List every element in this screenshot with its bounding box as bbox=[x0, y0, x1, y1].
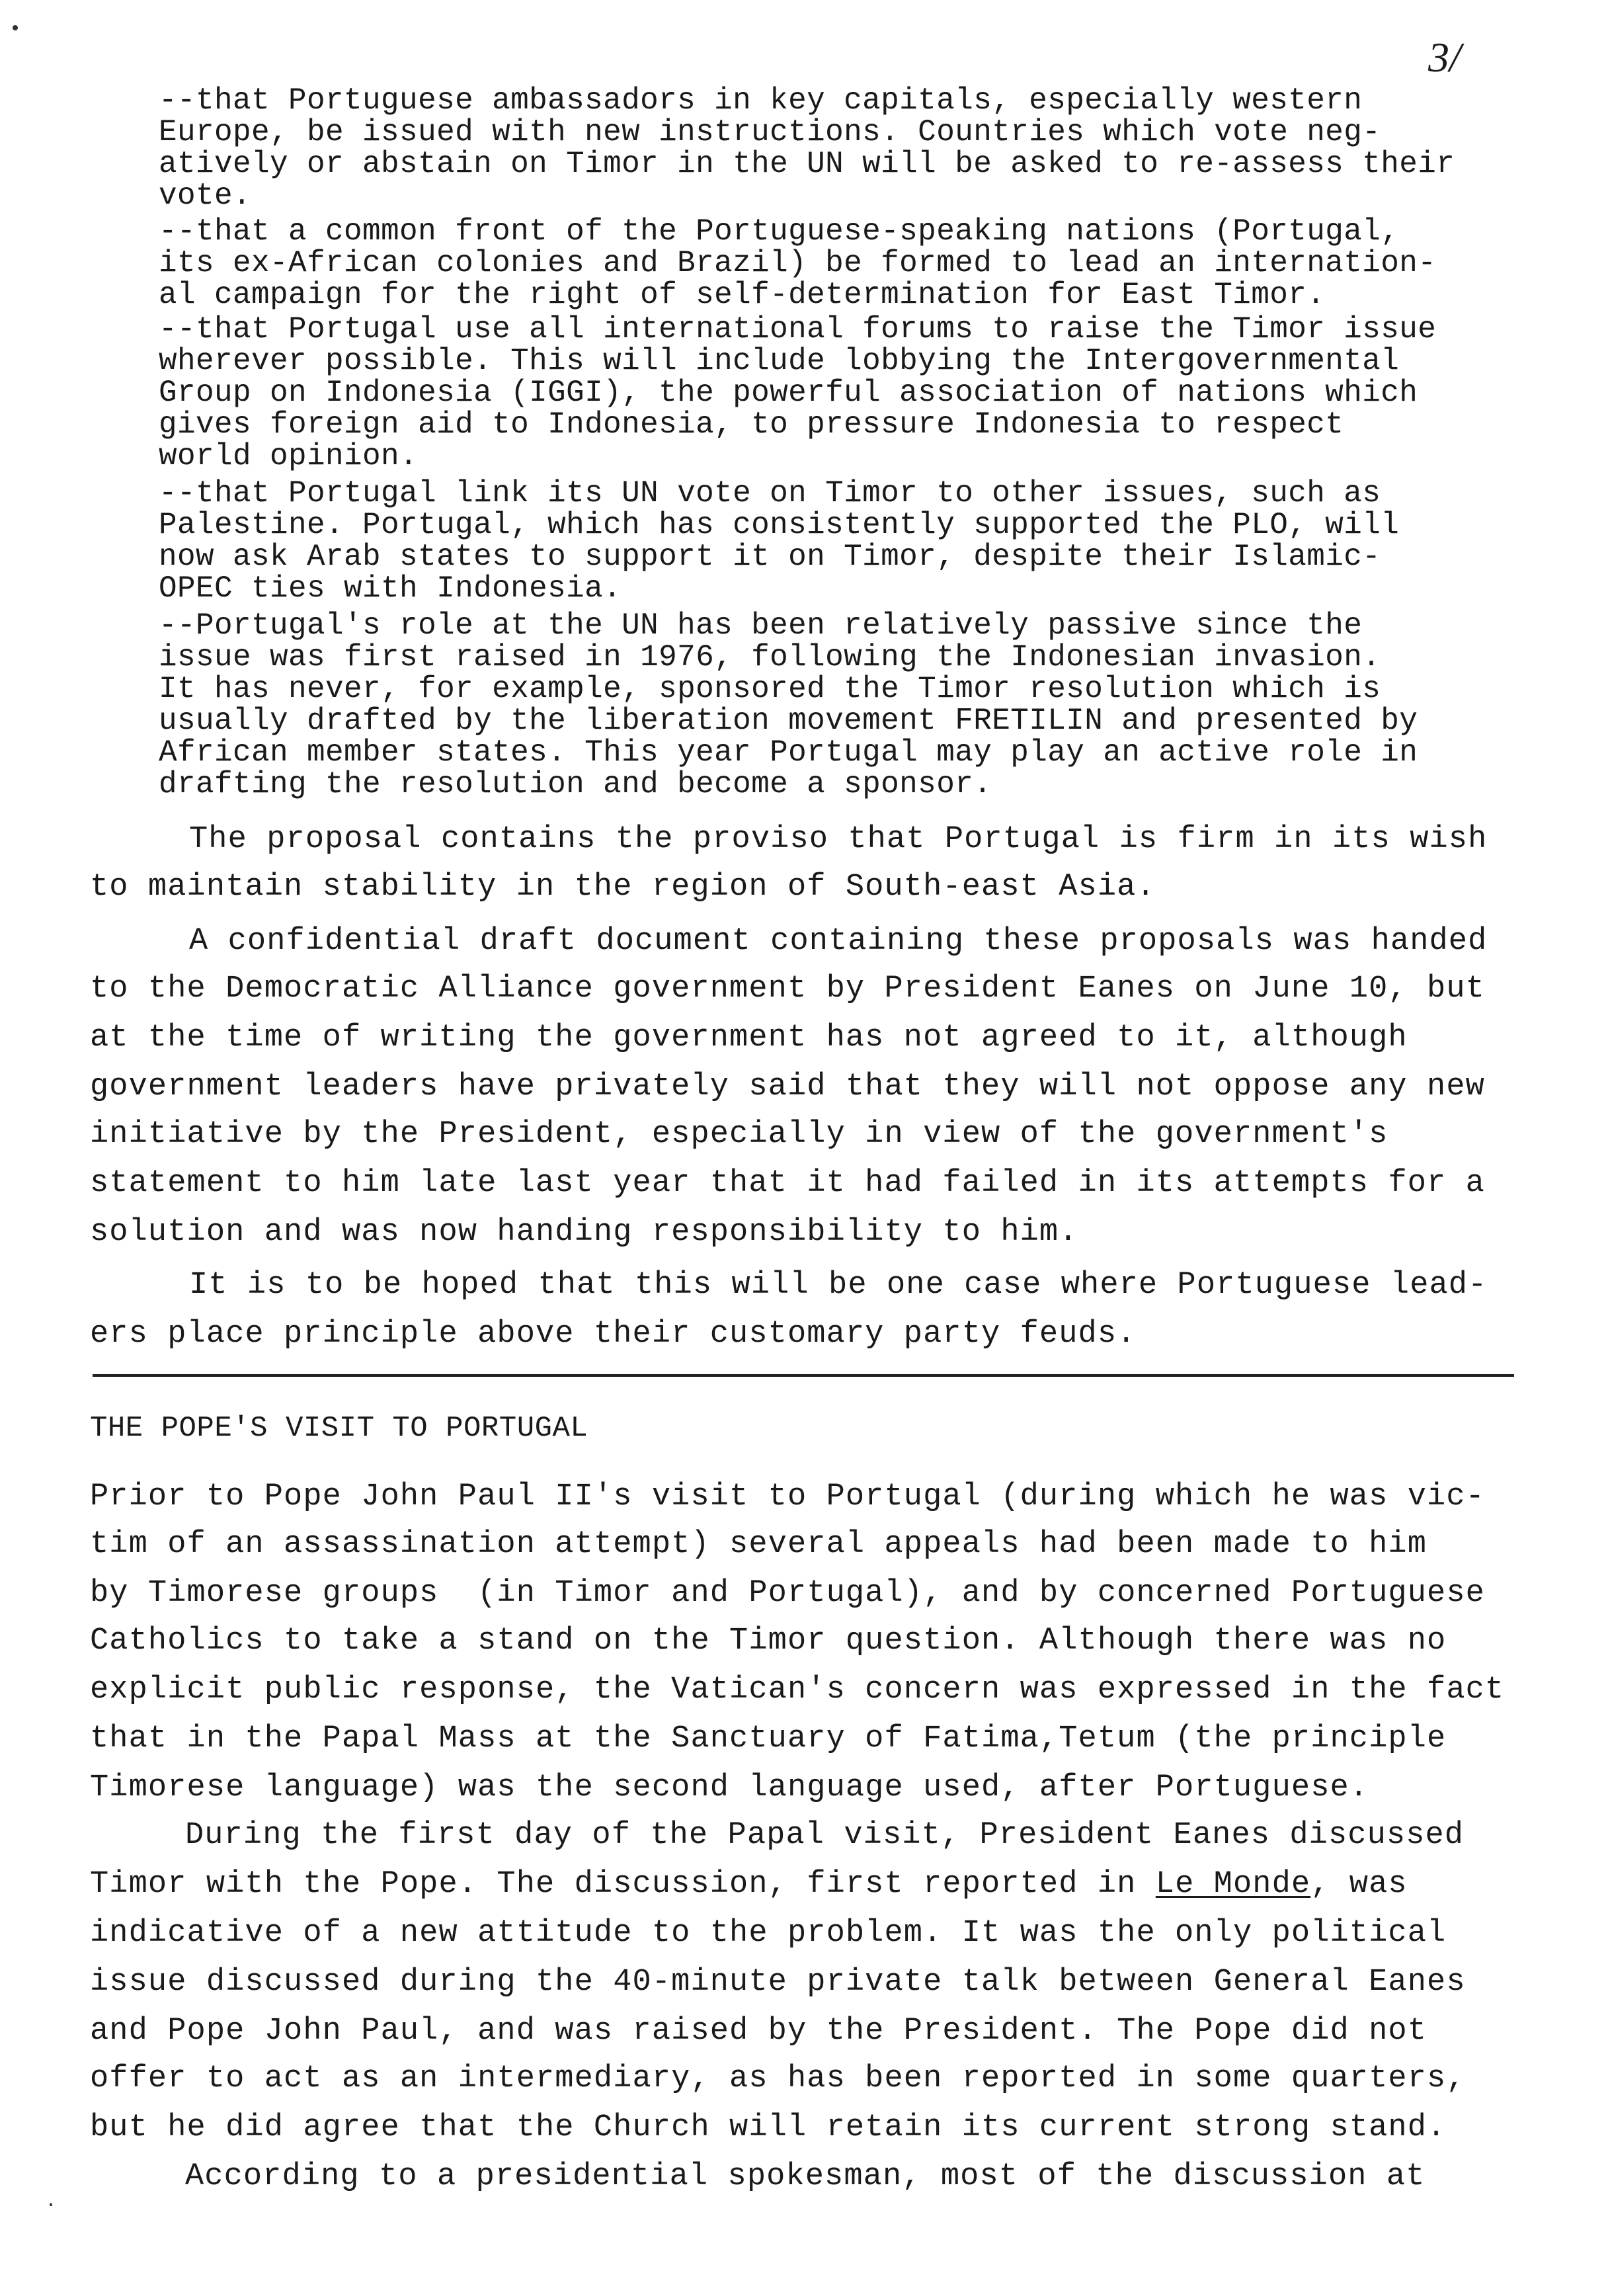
text-line: al campaign for the right of self-determination for East Timor. bbox=[159, 278, 1326, 312]
scan-speck: · bbox=[45, 2194, 58, 2217]
text-line: to maintain stability in the region of South-east Asia. bbox=[90, 870, 1156, 905]
text-line: that in the Papal Mass at the Sanctuary of Fatima,Tetum (the principle bbox=[90, 1721, 1447, 1756]
text-line: to the Democratic Alliance government by President Eanes on June 10, but bbox=[90, 971, 1485, 1006]
text-line: Europe, be issued with new instructions. Countries which vote neg- bbox=[159, 115, 1381, 149]
text-line: --that a common front of the Portuguese-speaking nations (Portugal, bbox=[159, 214, 1400, 249]
text-line: African member states. This year Portugal may play an active role in bbox=[159, 735, 1418, 770]
text-line: its ex-African colonies and Brazil) be formed to lead an internation- bbox=[159, 246, 1437, 280]
text-line: but he did agree that the Church will retain its current strong stand. bbox=[90, 2110, 1447, 2145]
text-line: now ask Arab states to support it on Timor, despite their Islamic- bbox=[159, 540, 1381, 574]
text-line: wherever possible. This will include lobbying the Intergovernmental bbox=[159, 344, 1400, 378]
text-line: explicit public response, the Vatican's concern was expressed in the fact bbox=[90, 1672, 1505, 1707]
text-line: --that Portugal use all international forums to raise the Timor issue bbox=[159, 312, 1437, 347]
text-segment: Timor with the Pope. The discussion, first reported in bbox=[90, 1867, 1156, 1902]
text-line: Prior to Pope John Paul II's visit to Portugal (during which he was vic- bbox=[90, 1479, 1485, 1514]
scan-speck: • bbox=[9, 19, 22, 41]
text-line: world opinion. bbox=[159, 439, 419, 473]
text-line: Group on Indonesia (IGGI), the powerful association of nations which bbox=[159, 376, 1418, 410]
page-number: 3/ bbox=[1428, 34, 1461, 81]
text-line: government leaders have privately said that they will not oppose any new bbox=[90, 1069, 1485, 1104]
text-line: statement to him late last year that it had failed in its attempts for a bbox=[90, 1166, 1485, 1201]
text-line: offer to act as an intermediary, as has been reported in some quarters, bbox=[90, 2061, 1466, 2096]
text-line-le-monde bbox=[90, 1869, 1408, 1901]
text-line: --that Portugal link its UN vote on Timor to other issues, such as bbox=[159, 476, 1381, 511]
text-line: Catholics to take a stand on the Timor question. Although there was no bbox=[90, 1623, 1447, 1659]
section-heading: THE POPE'S VISIT TO PORTUGAL bbox=[90, 1412, 588, 1445]
text-line: --that Portuguese ambassadors in key capitals, especially western bbox=[159, 83, 1363, 118]
text-line: During the first day of the Papal visit, President Eanes discussed bbox=[185, 1818, 1465, 1853]
text-line: at the time of writing the government has not agreed to it, although bbox=[90, 1020, 1408, 1055]
text-line: initiative by the President, especially in view of the government's bbox=[90, 1117, 1388, 1152]
text-line: by Timorese groups (in Timor and Portugal), and by concerned Portuguese bbox=[90, 1576, 1485, 1611]
text-line: tim of an assassination attempt) several appeals had been made to him bbox=[90, 1527, 1427, 1562]
text-line: drafting the resolution and become a sponsor. bbox=[159, 767, 992, 801]
text-line: vote. bbox=[159, 179, 252, 213]
text-line: usually drafted by the liberation movement FRETILIN and presented by bbox=[159, 704, 1418, 738]
text-line: issue was first raised in 1976, following the Indonesian invasion. bbox=[159, 640, 1381, 675]
text-line: Timorese language) was the second language used, after Portuguese. bbox=[90, 1770, 1369, 1805]
text-line: It has never, for example, sponsored the Timor resolution which is bbox=[159, 672, 1381, 706]
text-line: issue discussed during the 40-minute private talk between General Eanes bbox=[90, 1965, 1466, 2000]
text-line: gives foreign aid to Indonesia, to pressure Indonesia to respect bbox=[159, 407, 1344, 442]
text-line: OPEC ties with Indonesia. bbox=[159, 571, 622, 606]
text-line: A confidential draft document containing these proposals was handed bbox=[189, 924, 1488, 959]
text-line: solution and was now handing responsibility to him. bbox=[90, 1215, 1078, 1250]
section-divider bbox=[93, 1374, 1514, 1377]
text-line: atively or abstain on Timor in the UN will be asked to re-assess their bbox=[159, 147, 1455, 181]
publication-title: Le Monde bbox=[1155, 1867, 1311, 1902]
text-line: The proposal contains the proviso that Portugal is firm in its wish bbox=[189, 822, 1488, 857]
text-line: --Portugal's role at the UN has been relatively passive since the bbox=[159, 608, 1363, 643]
text-line: Palestine. Portugal, which has consistently supported the PLO, will bbox=[159, 508, 1400, 542]
text-line: ers place principle above their customary party feuds. bbox=[90, 1317, 1137, 1352]
text-line: and Pope John Paul, and was raised by the President. The Pope did not bbox=[90, 2014, 1427, 2049]
text-segment: , was bbox=[1310, 1867, 1408, 1902]
text-line: According to a presidential spokesman, most of the discussion at bbox=[185, 2159, 1426, 2194]
text-line: indicative of a new attitude to the problem. It was the only political bbox=[90, 1916, 1447, 1951]
text-line: It is to be hoped that this will be one case where Portuguese lead- bbox=[189, 1268, 1488, 1303]
